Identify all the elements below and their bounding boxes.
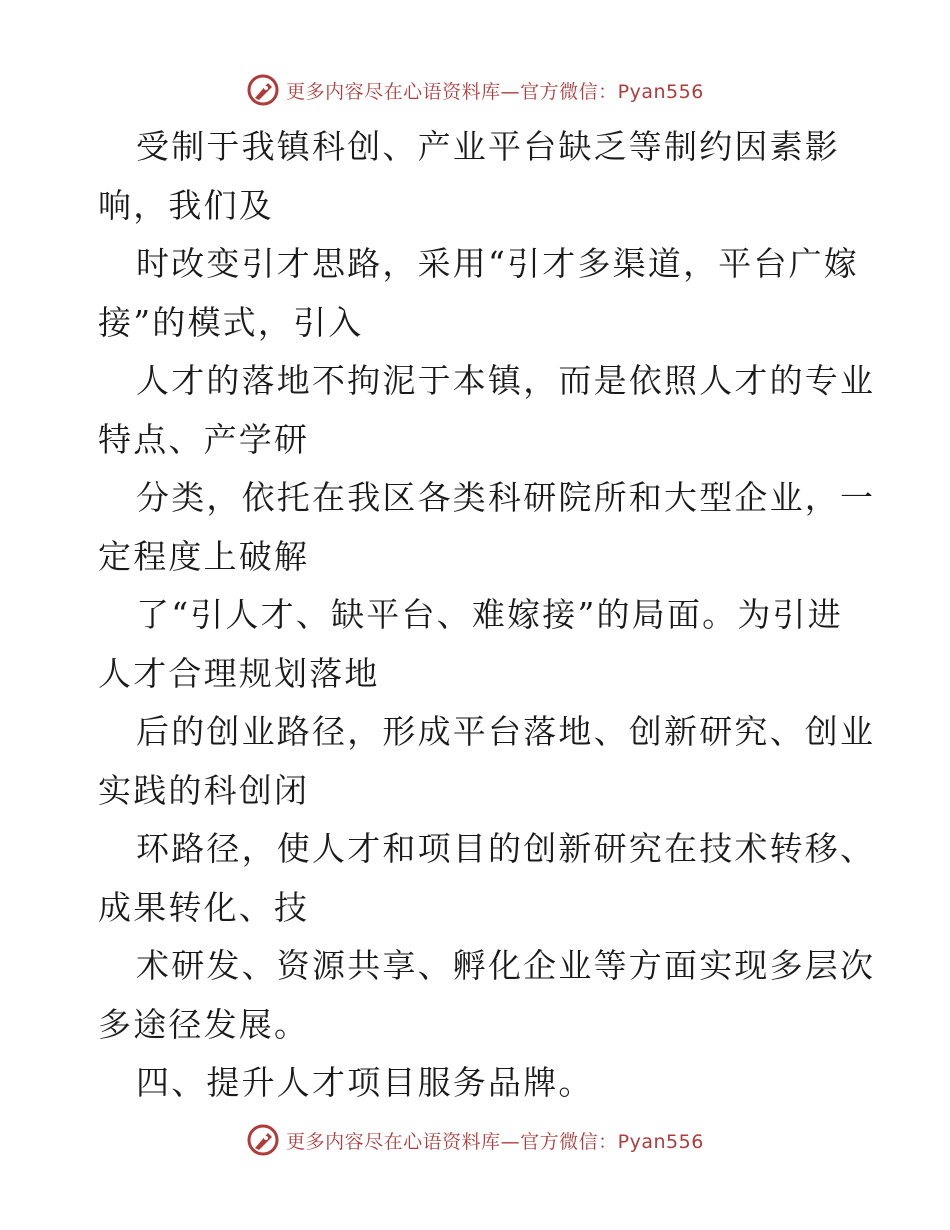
pen-nib-logo-icon — [246, 73, 280, 107]
header-banner — [0, 70, 950, 110]
footer-banner — [0, 1120, 950, 1160]
body-line-8: 定程度上破解 — [98, 536, 310, 576]
body-line-11: 后的创业路径，形成平台落地、创新研究、创业 — [136, 712, 876, 751]
body-line-6: 特点、产学研 — [98, 419, 310, 459]
body-line-14: 成果转化、技 — [98, 887, 310, 927]
body-line-17: 四、提升人才项目服务品牌。 — [136, 1063, 594, 1102]
footer-banner-text: 更多内容尽在心语资料库—官方微信：Pyan556 — [286, 1130, 704, 1153]
body-line-16: 多途径发展。 — [98, 1004, 310, 1044]
body-line-9: 了“引人才、缺平台、难嫁接”的局面。为引进 — [136, 595, 843, 634]
body-line-3: 时改变引才思路，采用“引才多渠道，平台广嫁 — [136, 244, 860, 283]
body-line-5: 人才的落地不拘泥于本镇，而是依照人才的专业 — [136, 361, 876, 400]
body-line-10: 人才合理规划落地 — [98, 653, 380, 693]
body-line-12: 实践的科创闭 — [98, 770, 310, 810]
pen-nib-logo-icon — [246, 1123, 280, 1157]
body-line-13: 环路径，使人才和项目的创新研究在技术转移、 — [136, 829, 876, 868]
document-body — [98, 118, 876, 1113]
body-line-15: 术研发、资源共享、孵化企业等方面实现多层次 — [136, 946, 876, 985]
body-line-7: 分类，依托在我区各类科研院所和大型企业，一 — [136, 478, 876, 517]
body-line-4: 接”的模式，引入 — [98, 302, 364, 342]
body-line-1: 受制于我镇科创、产业平台缺乏等制约因素影 — [136, 127, 840, 166]
header-banner-text: 更多内容尽在心语资料库—官方微信：Pyan556 — [286, 80, 704, 103]
body-line-2: 响，我们及 — [98, 185, 274, 225]
